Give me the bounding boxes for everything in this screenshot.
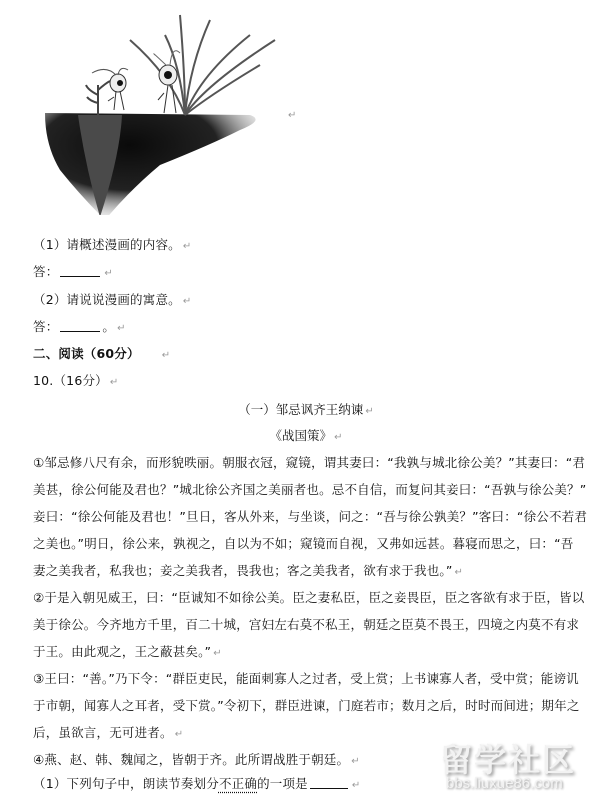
question-number: 10.（16分） [33, 373, 108, 388]
passage-text: ④燕、赵、韩、魏闻之，皆朝于齐。此所谓战胜于朝廷。 [33, 752, 350, 767]
answer-prefix: 答： [33, 319, 59, 334]
answer-prefix: 答： [33, 264, 59, 279]
passage-text: 美于徐公。今齐地方千里，百二十城，宫妇左右莫不私王，朝廷之臣莫不畏王，四境之内莫不有求 [33, 617, 580, 632]
sub-question-text: （1）下列句子中，朗读节奏划分 [33, 776, 219, 791]
passage-source-text: 《战国策》 [269, 428, 333, 443]
passage-text: 美甚，徐公何能及君也？”城北徐公齐国之美丽者也。忌不自信，而复问其妾曰：“吾孰与徐公美？” [33, 482, 587, 497]
passage-text: 之美也。”明日，徐公来，孰视之，自以为不如；窥镜而自视，又弗如远甚。暮寝而思之，曰：“吾 [33, 536, 574, 551]
paragraph-mark: ↵ [213, 648, 222, 659]
passage-title-text: （一）邹忌讽齐王纳谏 [238, 402, 364, 417]
paragraph-mark: ↵ [104, 268, 113, 279]
comic-illustration [40, 5, 285, 215]
paragraph-mark: ↵ [365, 406, 374, 417]
passage-line [33, 644, 222, 662]
paragraph-mark: ↵ [182, 296, 192, 307]
passage-line [33, 725, 183, 743]
passage-text: 妻之美我者，私我也；妾之美我者，畏我也；客之美我者，欲有求于我也。” [33, 563, 453, 578]
paragraph-mark: ↵ [117, 323, 126, 334]
passage-text: 于市朝，闻寡人之耳者，受下赏。”令初下，群臣进谏，门庭若市；数月之后，时时而间进；期年之 [33, 698, 580, 713]
carrot-rabbits-image [40, 5, 285, 215]
section-title: 二、阅读（60分） [33, 346, 140, 361]
passage-line [33, 563, 463, 581]
passage-text: 妾曰：“徐公何能及君也！”旦日，客从外来，与坐谈，问之：“吾与徐公孰美？”客曰：“徐公不若君 [33, 509, 588, 524]
answer-suffix: 。 [102, 319, 116, 334]
watermark [440, 735, 612, 795]
paragraph-mark: ↵ [174, 729, 184, 740]
answer-blank[interactable] [60, 319, 100, 332]
passage-title [0, 402, 612, 420]
watermark-url: bbs.liuxue86.com [446, 775, 563, 792]
answer-line-2 [33, 319, 126, 337]
answer-blank[interactable] [60, 264, 100, 277]
section-heading [33, 346, 170, 364]
passage-line [33, 617, 579, 633]
question-text: （1）请概述漫画的内容。 [33, 237, 181, 252]
passage-text: 后，虽欲言，无可进者。 [33, 725, 173, 740]
sub-question-1 [33, 776, 360, 794]
paragraph-mark: ↵ [109, 377, 119, 388]
passage-line [33, 698, 580, 714]
paragraph-mark: ↵ [182, 241, 192, 252]
passage-line [33, 752, 360, 770]
passage-text: ③王曰：“善。”乃下令：“群臣吏民，能面刺寡人之过者，受上赏；上书谏寡人者，受中赏；能谤讥 [33, 671, 579, 686]
passage-text: 于王。由此观之，王之蔽甚矣。” [33, 644, 212, 659]
answer-blank[interactable] [310, 776, 348, 789]
answer-line-1 [33, 264, 113, 282]
passage-source [0, 428, 612, 446]
passage-line [33, 536, 574, 552]
question-text: （2）请说说漫画的寓意。 [33, 292, 181, 307]
sub-question-text: 的一项是 [257, 776, 308, 791]
paragraph-mark: ↵ [454, 567, 464, 578]
question-10-label [33, 373, 118, 391]
emphasis-text: 不正确 [218, 776, 258, 791]
passage-line [33, 455, 585, 471]
paragraph-mark: ↵ [334, 432, 343, 443]
question-comic-2 [33, 292, 191, 310]
passage-text: ①邹忌修八尺有余，而形貌昳丽。朝服衣冠，窥镜，谓其妻曰：“我孰与城北徐公美？”其妻曰：“君 [33, 455, 586, 470]
paragraph-mark: ↵ [288, 110, 297, 121]
passage-text: ②于是入朝见威王，曰：“臣诚知不如徐公美。臣之妻私臣，臣之妾畏臣，臣之客欲有求于臣，皆以 [33, 590, 585, 605]
paragraph-mark: ↵ [351, 780, 361, 791]
question-comic-1 [33, 237, 191, 255]
passage-line [33, 509, 587, 525]
passage-line [33, 590, 584, 606]
passage-line [33, 671, 579, 687]
paragraph-mark: ↵ [351, 756, 360, 767]
paragraph-mark: ↵ [161, 350, 171, 361]
watermark-logo: 留学社区 [440, 741, 577, 779]
passage-line [33, 482, 586, 498]
